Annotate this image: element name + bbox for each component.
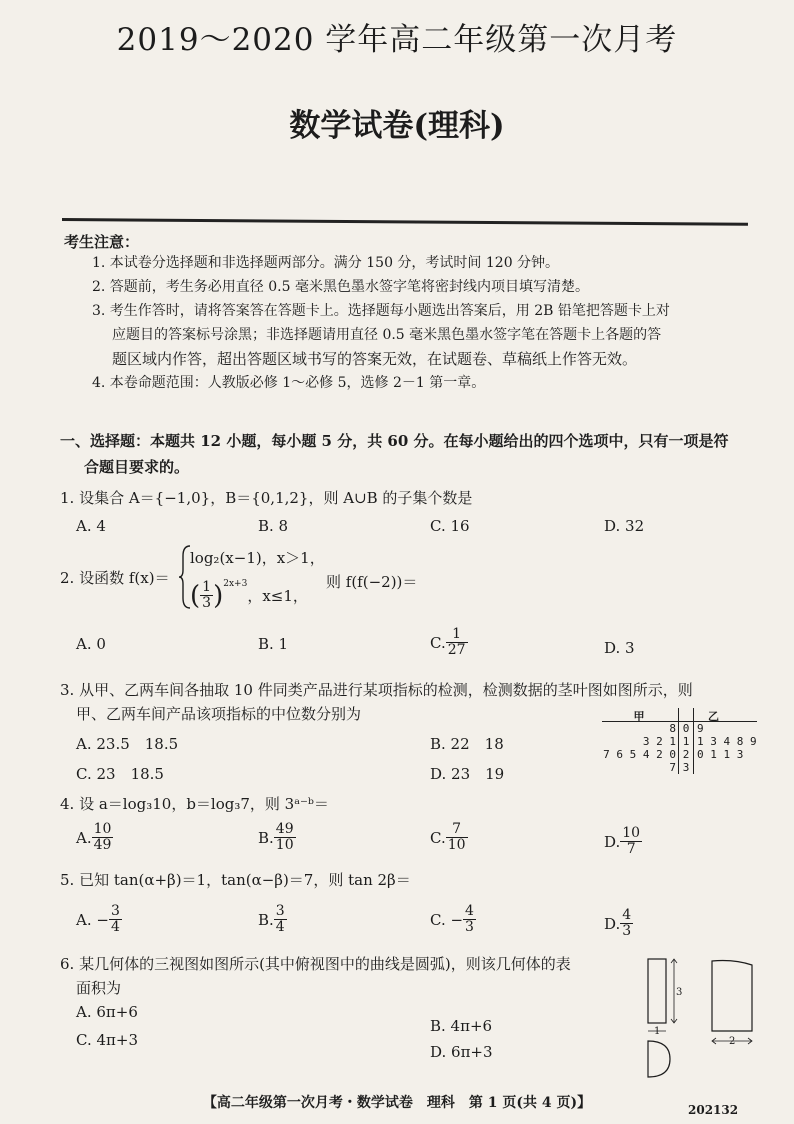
stem-leaf-left: 7 6 5 4 2 0 bbox=[603, 748, 676, 761]
stem-value: 3 bbox=[678, 761, 694, 774]
document-code: 202132 bbox=[688, 1103, 739, 1117]
stem-value: 1 bbox=[678, 735, 694, 748]
option-letter: A. bbox=[76, 828, 92, 847]
note-item: 题区域内作答，超出答题区域书写的答案无效，在试题卷、草稿纸上作答无效。 bbox=[112, 350, 638, 368]
q6-option-c: C. 4π+3 bbox=[76, 1031, 138, 1049]
q3-option-a: A. 23.5 18.5 bbox=[76, 735, 179, 753]
question-1: 1. 设集合 A＝{−1,0}，B＝{0,1,2}，则 A∪B 的子集个数是 bbox=[60, 489, 473, 507]
note-item: 1. 本试卷分选择题和非选择题两部分。满分 150 分，考试时间 120 分钟。 bbox=[92, 255, 560, 271]
fraction-denominator: 27 bbox=[447, 642, 466, 658]
stem-leaf-left: 7 bbox=[669, 761, 676, 774]
q5-option-c bbox=[430, 904, 476, 935]
q3-option-b: B. 22 18 bbox=[430, 735, 504, 753]
fraction-denominator: 4 bbox=[110, 919, 120, 935]
fraction-denominator: 49 bbox=[93, 837, 112, 853]
option-letter: D. bbox=[604, 914, 621, 933]
q2-option-a: A. 0 bbox=[76, 635, 106, 653]
option-letter: C. bbox=[430, 828, 446, 847]
fraction-numerator: 4 bbox=[622, 907, 632, 923]
section-line: 一、选择题：本题共 12 小题，每小题 5 分，共 60 分。在每小题给出的四个选项中，只有一项是符 bbox=[60, 432, 729, 450]
fraction-numerator: 1 bbox=[202, 579, 212, 595]
q6-option-b: B. 4π+6 bbox=[430, 1017, 493, 1035]
notes-heading: 考生注意： bbox=[64, 233, 140, 251]
stem-leaf-plot bbox=[602, 708, 757, 774]
dimension-height: 3 bbox=[676, 987, 683, 998]
question-3-line2: 甲、乙两车间产品该项指标的中位数分别为 bbox=[76, 705, 362, 723]
stem-leaf-row bbox=[602, 722, 757, 735]
option-letter: C. bbox=[430, 633, 446, 652]
fraction-denominator: 10 bbox=[447, 837, 466, 853]
q1-option-b: B. 8 bbox=[258, 517, 289, 535]
q5-option-b bbox=[258, 904, 287, 935]
question-6-line1: 6. 某几何体的三视图如图所示(其中俯视图中的曲线是圆弧)，则该几何体的表 bbox=[60, 955, 571, 973]
fraction-numerator: 1 bbox=[446, 627, 468, 643]
note-item: 4. 本卷命题范围：人教版必修 1～必修 5，选修 2－1 第一章。 bbox=[92, 375, 486, 391]
q2-option-b: B. 1 bbox=[258, 635, 289, 653]
stem-leaf-right bbox=[694, 761, 697, 774]
question-3-line1: 3. 从甲、乙两车间各抽取 10 件同类产品进行某项指标的检测，检测数据的茎叶图如图所示，则 bbox=[60, 681, 693, 699]
three-view-figure bbox=[640, 955, 770, 1083]
stem-leaf-right: 1 3 4 8 9 bbox=[697, 735, 757, 748]
q2-piece-2: ( $\frac{1}{3}$ ) 2x+3 ，x≤1， bbox=[190, 580, 308, 611]
stem-leaf-left-label: 甲 bbox=[633, 710, 645, 723]
dimension-width-1: 1 bbox=[654, 1026, 661, 1037]
front-view bbox=[648, 959, 666, 1023]
fraction-numerator: 3 bbox=[275, 903, 285, 919]
option-letter: B. bbox=[258, 828, 274, 847]
note-item: 3. 考生作答时，请将答案答在答题卡上。选择题每小题选出答案后，用 2B 铅笔把答题卡上对 bbox=[92, 303, 670, 319]
stem-leaf-right: 9 bbox=[697, 722, 704, 735]
option-letter: A. − bbox=[76, 910, 109, 929]
exponent: 2x+3 bbox=[223, 578, 248, 589]
q2-piece-2-cond: ，x≤1， bbox=[247, 586, 308, 605]
stem-leaf-header bbox=[602, 708, 757, 722]
stem-value: 0 bbox=[678, 722, 694, 735]
q5-option-d bbox=[604, 908, 633, 939]
stem-value: 2 bbox=[678, 748, 694, 761]
q3-option-c: C. 23 18.5 bbox=[76, 765, 164, 783]
exam-subtitle: 数学试卷(理科) bbox=[289, 108, 505, 144]
stem-leaf-row bbox=[602, 761, 757, 774]
stem-leaf-row bbox=[602, 735, 757, 748]
stem-leaf-right-label: 乙 bbox=[708, 710, 719, 723]
fraction-numerator: 49 bbox=[275, 821, 294, 837]
fraction-numerator: 4 bbox=[465, 903, 474, 919]
stem-leaf-row bbox=[602, 748, 757, 761]
q3-option-d: D. 23 19 bbox=[430, 765, 505, 783]
fraction-denominator: 4 bbox=[275, 919, 285, 935]
q6-option-d: D. 6π+3 bbox=[430, 1043, 493, 1061]
section-line: 合题目要求的。 bbox=[84, 458, 190, 476]
fraction-numerator: 3 bbox=[110, 903, 120, 919]
question-2: 2. 设函数 f(x)＝ bbox=[60, 569, 170, 587]
q5-option-a bbox=[76, 904, 122, 935]
option-letter: C. − bbox=[430, 910, 464, 929]
q1-option-c: C. 16 bbox=[430, 517, 470, 535]
q1-option-a: A. 4 bbox=[76, 517, 106, 535]
side-view bbox=[712, 961, 752, 1032]
fraction-numerator: 10 bbox=[622, 825, 641, 841]
q2-option-c bbox=[430, 627, 468, 658]
question-4: 4. 设 a＝log₃10，b＝log₃7，则 3ᵃ⁻ᵇ＝ bbox=[60, 795, 329, 813]
fraction-denominator: 10 bbox=[275, 837, 294, 853]
header-divider bbox=[62, 218, 748, 226]
q1-option-d: D. 32 bbox=[604, 517, 645, 535]
dimension-width-2: 2 bbox=[729, 1036, 736, 1047]
top-view bbox=[648, 1041, 670, 1077]
q2-ask: 则 f(f(−2))＝ bbox=[326, 573, 418, 591]
note-item: 2. 答题前，考生务必用直径 0.5 毫米黑色墨水签字笔将密封线内项目填写清楚。 bbox=[92, 279, 589, 295]
stem-leaf-left: 3 2 1 bbox=[642, 735, 676, 748]
q6-option-a: A. 6π+6 bbox=[76, 1003, 138, 1021]
option-letter: B. bbox=[258, 910, 274, 929]
q4-option-c bbox=[430, 822, 468, 853]
stem-leaf-left: 8 bbox=[669, 722, 676, 735]
question-6-line2: 面积为 bbox=[76, 979, 122, 997]
q4-option-b bbox=[258, 822, 296, 853]
q2-piece-1: log₂(x−1)，x＞1， bbox=[190, 549, 325, 567]
question-5: 5. 已知 tan(α+β)＝1，tan(α−β)＝7，则 tan 2β＝ bbox=[60, 871, 411, 889]
fraction-numerator: 10 bbox=[93, 821, 112, 837]
q2-option-d: D. 3 bbox=[604, 639, 635, 657]
option-letter: D. bbox=[604, 832, 621, 851]
fraction-denominator: 7 bbox=[626, 841, 636, 857]
section-heading bbox=[60, 428, 780, 480]
fraction-numerator: 7 bbox=[446, 822, 468, 838]
stem-leaf-right: 0 1 1 3 bbox=[697, 748, 744, 761]
exam-title: 2019～2020 学年高二年级第一次月考 bbox=[116, 22, 678, 58]
fraction-denominator: 3 bbox=[465, 919, 474, 935]
fraction-denominator: 3 bbox=[202, 595, 212, 611]
note-item: 应题目的答案标号涂黑；非选择题请用直径 0.5 毫米黑色墨水签字笔在答题卡上各题的答 bbox=[112, 327, 662, 343]
q4-option-d bbox=[604, 826, 642, 857]
fraction-denominator: 3 bbox=[622, 923, 632, 939]
q4-option-a bbox=[76, 822, 113, 853]
page-footer: 【高二年级第一次月考・数学试卷 理科 第 1 页(共 4 页)】 bbox=[202, 1095, 592, 1111]
